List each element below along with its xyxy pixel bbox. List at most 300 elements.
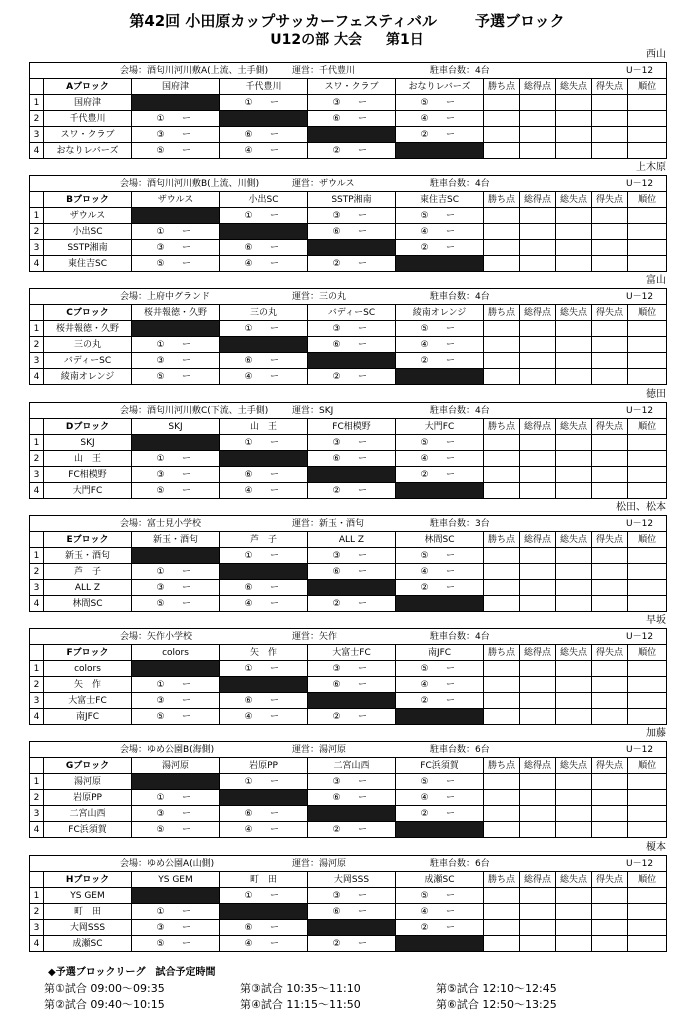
- self-match-cell: [396, 709, 484, 725]
- match-number: ①: [244, 663, 253, 674]
- match-cell: [308, 709, 396, 725]
- stat-cell: [592, 709, 628, 725]
- stat-cell: [628, 904, 667, 920]
- match-number: ②: [420, 129, 429, 140]
- row-number: 4: [30, 936, 44, 952]
- row-number: 1: [30, 888, 44, 904]
- match-number: ⑥: [244, 469, 253, 480]
- table-row: [30, 920, 667, 936]
- team-name: バディーSC: [44, 353, 132, 369]
- block-f: [29, 614, 666, 724]
- stat-cell: [484, 321, 520, 337]
- score-dash: ー: [445, 97, 455, 108]
- stat-cell: [484, 904, 520, 920]
- self-match-cell: [132, 548, 220, 564]
- parking-label: 駐車台数：4台: [430, 405, 490, 416]
- match-number: ⑤: [420, 437, 429, 448]
- score-dash: ー: [181, 226, 191, 237]
- match-number: ⑤: [156, 371, 165, 382]
- team-name: おなりレバーズ: [44, 143, 132, 159]
- stat-cell: [484, 709, 520, 725]
- self-match-cell: [220, 564, 308, 580]
- opponent-header: おなりレバーズ: [396, 79, 484, 95]
- match-cell: [220, 936, 308, 952]
- match-cell: [396, 661, 484, 677]
- block-h: [29, 841, 666, 951]
- row-number: 3: [30, 353, 44, 369]
- match-cell: [132, 467, 220, 483]
- table-row: [30, 483, 667, 499]
- stat-header: 勝ち点: [484, 872, 520, 888]
- parking-label: 駐車台数：4台: [430, 178, 490, 189]
- match-cell: [132, 677, 220, 693]
- team-name: 矢 作: [44, 677, 132, 693]
- match-cell: [220, 483, 308, 499]
- corner-cell: [30, 872, 44, 888]
- match-number: ③: [332, 890, 341, 901]
- stat-cell: [484, 224, 520, 240]
- score-dash: ー: [181, 129, 191, 140]
- stat-cell: [592, 564, 628, 580]
- match-number: ①: [244, 210, 253, 221]
- score-dash: ー: [181, 679, 191, 690]
- match-cell: [308, 790, 396, 806]
- manager-label: 運営：湯河原: [292, 858, 347, 869]
- stat-cell: [484, 888, 520, 904]
- stat-cell: [628, 920, 667, 936]
- match-cell: [396, 564, 484, 580]
- stat-cell: [520, 337, 556, 353]
- stat-cell: [520, 677, 556, 693]
- stat-header: 総得点: [520, 192, 556, 208]
- score-dash: ー: [181, 258, 191, 269]
- referee-label: 早坂: [646, 615, 666, 626]
- manager-label: 運営：SKJ: [292, 405, 334, 416]
- row-number: 4: [30, 709, 44, 725]
- match-number: ③: [156, 922, 165, 933]
- score-dash: ー: [181, 242, 191, 253]
- stat-cell: [592, 677, 628, 693]
- score-dash: ー: [357, 113, 367, 124]
- block-e: [29, 501, 666, 611]
- opponent-header: SKJ: [132, 419, 220, 435]
- stat-cell: [592, 467, 628, 483]
- score-dash: ー: [181, 566, 191, 577]
- stat-cell: [628, 709, 667, 725]
- row-number: 4: [30, 596, 44, 612]
- match-number: ⑤: [420, 776, 429, 787]
- stat-cell: [556, 693, 592, 709]
- table-row: [30, 435, 667, 451]
- stat-header: 順位: [628, 645, 667, 661]
- match-cell: [308, 369, 396, 385]
- category-label: U－12: [626, 405, 654, 416]
- score-dash: ー: [269, 469, 279, 480]
- stat-cell: [484, 548, 520, 564]
- match-cell: [220, 353, 308, 369]
- match-cell: [308, 564, 396, 580]
- stat-cell: [556, 467, 592, 483]
- match-number: ⑥: [332, 339, 341, 350]
- match-number: ④: [244, 824, 253, 835]
- score-dash: ー: [357, 339, 367, 350]
- category-label: U－12: [626, 178, 654, 189]
- manager-label: 運営：湯河原: [292, 744, 347, 755]
- match-number: ②: [332, 938, 341, 949]
- referee-label: 西山: [646, 49, 666, 60]
- stat-cell: [592, 936, 628, 952]
- match-number: ⑤: [156, 145, 165, 156]
- match-cell: [308, 111, 396, 127]
- match-cell: [308, 224, 396, 240]
- venue-label: 会場：酒匂川河川敷B(上流、川側): [120, 178, 260, 189]
- match-cell: [220, 661, 308, 677]
- match-cell: [308, 677, 396, 693]
- schedule-item: 第⑤試合 12:10〜12:45: [436, 982, 557, 995]
- match-cell: [132, 256, 220, 272]
- block-name: Bブロック: [44, 192, 132, 208]
- score-dash: ー: [445, 582, 455, 593]
- match-number: ③: [332, 663, 341, 674]
- self-match-cell: [308, 353, 396, 369]
- stat-cell: [520, 369, 556, 385]
- match-number: ⑥: [332, 906, 341, 917]
- match-cell: [308, 483, 396, 499]
- stat-cell: [556, 483, 592, 499]
- stat-cell: [628, 483, 667, 499]
- stat-cell: [628, 321, 667, 337]
- stat-cell: [520, 661, 556, 677]
- stat-cell: [556, 580, 592, 596]
- stat-cell: [556, 451, 592, 467]
- team-name: 芦 子: [44, 564, 132, 580]
- subtitle-main: U12の部 大会: [270, 32, 362, 48]
- score-dash: ー: [445, 242, 455, 253]
- team-name: 湯河原: [44, 774, 132, 790]
- table-row: [30, 143, 667, 159]
- stat-header: 得失点: [592, 305, 628, 321]
- stat-cell: [520, 888, 556, 904]
- match-number: ②: [332, 485, 341, 496]
- stat-cell: [628, 806, 667, 822]
- stat-cell: [520, 127, 556, 143]
- team-name: 東住吉SC: [44, 256, 132, 272]
- score-dash: ー: [357, 776, 367, 787]
- row-number: 3: [30, 806, 44, 822]
- stat-header: 順位: [628, 532, 667, 548]
- match-cell: [132, 224, 220, 240]
- stat-header: 順位: [628, 419, 667, 435]
- score-dash: ー: [269, 242, 279, 253]
- match-cell: [132, 806, 220, 822]
- score-dash: ー: [269, 129, 279, 140]
- stat-cell: [520, 95, 556, 111]
- score-dash: ー: [357, 323, 367, 334]
- schedule-item: 第④試合 11:15〜11:50: [240, 998, 361, 1011]
- stat-header: 勝ち点: [484, 79, 520, 95]
- block-d: [29, 388, 666, 498]
- match-number: ④: [420, 566, 429, 577]
- match-cell: [132, 822, 220, 838]
- match-number: ⑥: [332, 792, 341, 803]
- stat-cell: [556, 95, 592, 111]
- row-number: 3: [30, 693, 44, 709]
- match-number: ①: [244, 776, 253, 787]
- stat-header: 総失点: [556, 645, 592, 661]
- stat-cell: [628, 256, 667, 272]
- match-cell: [132, 337, 220, 353]
- self-match-cell: [396, 822, 484, 838]
- match-number: ③: [156, 242, 165, 253]
- stat-cell: [592, 790, 628, 806]
- score-dash: ー: [357, 258, 367, 269]
- match-number: ②: [420, 469, 429, 480]
- stat-cell: [628, 353, 667, 369]
- stat-header: 勝ち点: [484, 419, 520, 435]
- stat-cell: [556, 143, 592, 159]
- stat-cell: [592, 661, 628, 677]
- match-number: ③: [332, 437, 341, 448]
- match-cell: [132, 240, 220, 256]
- parking-label: 駐車台数：4台: [430, 291, 490, 302]
- table-row: [30, 451, 667, 467]
- block-name: Gブロック: [44, 758, 132, 774]
- stat-cell: [484, 564, 520, 580]
- venue-label: 会場：酒匂川河川敷C(下流、土手側): [120, 405, 269, 416]
- stat-cell: [592, 208, 628, 224]
- stat-cell: [484, 337, 520, 353]
- stat-cell: [484, 806, 520, 822]
- match-number: ⑥: [332, 566, 341, 577]
- stat-cell: [520, 143, 556, 159]
- stat-cell: [556, 790, 592, 806]
- match-number: ③: [332, 210, 341, 221]
- stat-cell: [484, 596, 520, 612]
- match-number: ②: [332, 371, 341, 382]
- stat-cell: [592, 95, 628, 111]
- stat-cell: [592, 822, 628, 838]
- league-table: [29, 402, 667, 499]
- stat-cell: [592, 353, 628, 369]
- header-row: [30, 79, 667, 95]
- stat-cell: [628, 111, 667, 127]
- score-dash: ー: [445, 469, 455, 480]
- block-c: [29, 274, 666, 384]
- stat-header: 得失点: [592, 79, 628, 95]
- match-cell: [396, 904, 484, 920]
- schedule-item: 第①試合 09:00〜09:35: [44, 982, 165, 995]
- row-number: 2: [30, 224, 44, 240]
- score-dash: ー: [445, 453, 455, 464]
- match-cell: [220, 143, 308, 159]
- stat-header: 勝ち点: [484, 192, 520, 208]
- match-cell: [132, 369, 220, 385]
- score-dash: ー: [357, 906, 367, 917]
- stat-cell: [520, 564, 556, 580]
- match-number: ③: [332, 323, 341, 334]
- self-match-cell: [220, 111, 308, 127]
- corner-cell: [30, 305, 44, 321]
- score-dash: ー: [181, 922, 191, 933]
- match-cell: [132, 451, 220, 467]
- schedule-item: 第⑥試合 12:50〜13:25: [436, 998, 557, 1011]
- team-name: 新玉・酒匂: [44, 548, 132, 564]
- stat-cell: [556, 661, 592, 677]
- score-dash: ー: [445, 663, 455, 674]
- stat-cell: [484, 790, 520, 806]
- match-number: ⑥: [244, 922, 253, 933]
- league-table: [29, 288, 667, 385]
- score-dash: ー: [357, 210, 367, 221]
- team-name: FC浜須賀: [44, 822, 132, 838]
- stat-cell: [484, 353, 520, 369]
- score-dash: ー: [181, 145, 191, 156]
- table-row: [30, 548, 667, 564]
- match-cell: [132, 693, 220, 709]
- opponent-header: バディーSC: [308, 305, 396, 321]
- score-dash: ー: [445, 922, 455, 933]
- referee-label: 榎本: [646, 842, 666, 853]
- match-number: ④: [420, 792, 429, 803]
- league-table: [29, 62, 667, 159]
- score-dash: ー: [445, 695, 455, 706]
- match-cell: [308, 451, 396, 467]
- match-cell: [132, 580, 220, 596]
- stat-cell: [520, 920, 556, 936]
- opponent-header: colors: [132, 645, 220, 661]
- stat-cell: [556, 208, 592, 224]
- stat-cell: [592, 920, 628, 936]
- match-number: ④: [420, 453, 429, 464]
- stat-cell: [520, 321, 556, 337]
- stat-cell: [484, 143, 520, 159]
- row-number: 3: [30, 920, 44, 936]
- self-match-cell: [220, 337, 308, 353]
- match-cell: [308, 904, 396, 920]
- score-dash: ー: [445, 890, 455, 901]
- opponent-header: 芦 子: [220, 532, 308, 548]
- stat-cell: [556, 369, 592, 385]
- match-number: ②: [420, 922, 429, 933]
- row-number: 1: [30, 661, 44, 677]
- opponent-header: 大岡SSS: [308, 872, 396, 888]
- match-cell: [396, 451, 484, 467]
- stat-cell: [484, 369, 520, 385]
- stat-cell: [556, 596, 592, 612]
- score-dash: ー: [445, 437, 455, 448]
- score-dash: ー: [357, 890, 367, 901]
- match-number: ⑥: [332, 113, 341, 124]
- match-cell: [132, 143, 220, 159]
- match-number: ⑤: [420, 550, 429, 561]
- score-dash: ー: [181, 808, 191, 819]
- stat-header: 得失点: [592, 532, 628, 548]
- table-row: [30, 822, 667, 838]
- stat-cell: [520, 451, 556, 467]
- opponent-header: 湯河原: [132, 758, 220, 774]
- match-number: ①: [244, 437, 253, 448]
- match-cell: [396, 321, 484, 337]
- stat-cell: [484, 661, 520, 677]
- match-cell: [396, 111, 484, 127]
- score-dash: ー: [269, 695, 279, 706]
- match-number: ③: [332, 550, 341, 561]
- table-row: [30, 693, 667, 709]
- stat-cell: [556, 111, 592, 127]
- opponent-header: 山 王: [220, 419, 308, 435]
- match-cell: [220, 240, 308, 256]
- league-table: [29, 175, 667, 272]
- stat-cell: [520, 904, 556, 920]
- stat-cell: [628, 467, 667, 483]
- match-cell: [220, 548, 308, 564]
- league-table: [29, 628, 667, 725]
- match-cell: [220, 127, 308, 143]
- match-number: ④: [244, 598, 253, 609]
- match-number: ①: [244, 97, 253, 108]
- score-dash: ー: [357, 679, 367, 690]
- stat-cell: [520, 580, 556, 596]
- stat-cell: [484, 127, 520, 143]
- stat-cell: [592, 904, 628, 920]
- score-dash: ー: [181, 371, 191, 382]
- table-row: [30, 904, 667, 920]
- row-number: 2: [30, 677, 44, 693]
- match-cell: [308, 321, 396, 337]
- stat-cell: [556, 127, 592, 143]
- self-match-cell: [308, 806, 396, 822]
- venue-label: 会場：富士見小学校: [120, 518, 202, 529]
- table-row: [30, 369, 667, 385]
- stat-cell: [628, 369, 667, 385]
- match-cell: [308, 208, 396, 224]
- match-number: ③: [156, 355, 165, 366]
- stat-cell: [556, 822, 592, 838]
- table-row: [30, 596, 667, 612]
- row-number: 1: [30, 208, 44, 224]
- stat-header: 総失点: [556, 79, 592, 95]
- team-name: 千代豊川: [44, 111, 132, 127]
- self-match-cell: [132, 888, 220, 904]
- manager-label: 運営：矢作: [292, 631, 338, 642]
- match-cell: [132, 564, 220, 580]
- match-cell: [132, 709, 220, 725]
- row-number: 2: [30, 564, 44, 580]
- stat-header: 総失点: [556, 872, 592, 888]
- match-cell: [396, 774, 484, 790]
- score-dash: ー: [357, 485, 367, 496]
- stat-cell: [484, 240, 520, 256]
- self-match-cell: [132, 321, 220, 337]
- table-row: [30, 936, 667, 952]
- row-number: 3: [30, 467, 44, 483]
- match-cell: [396, 224, 484, 240]
- block-name: Cブロック: [44, 305, 132, 321]
- match-cell: [396, 548, 484, 564]
- stat-header: 総失点: [556, 419, 592, 435]
- self-match-cell: [308, 693, 396, 709]
- stat-header: 得失点: [592, 758, 628, 774]
- match-cell: [220, 256, 308, 272]
- corner-cell: [30, 192, 44, 208]
- table-row: [30, 564, 667, 580]
- parking-label: 駐車台数：4台: [430, 631, 490, 642]
- score-dash: ー: [357, 711, 367, 722]
- table-row: [30, 127, 667, 143]
- score-dash: ー: [269, 97, 279, 108]
- score-dash: ー: [445, 210, 455, 221]
- team-name: ザウルス: [44, 208, 132, 224]
